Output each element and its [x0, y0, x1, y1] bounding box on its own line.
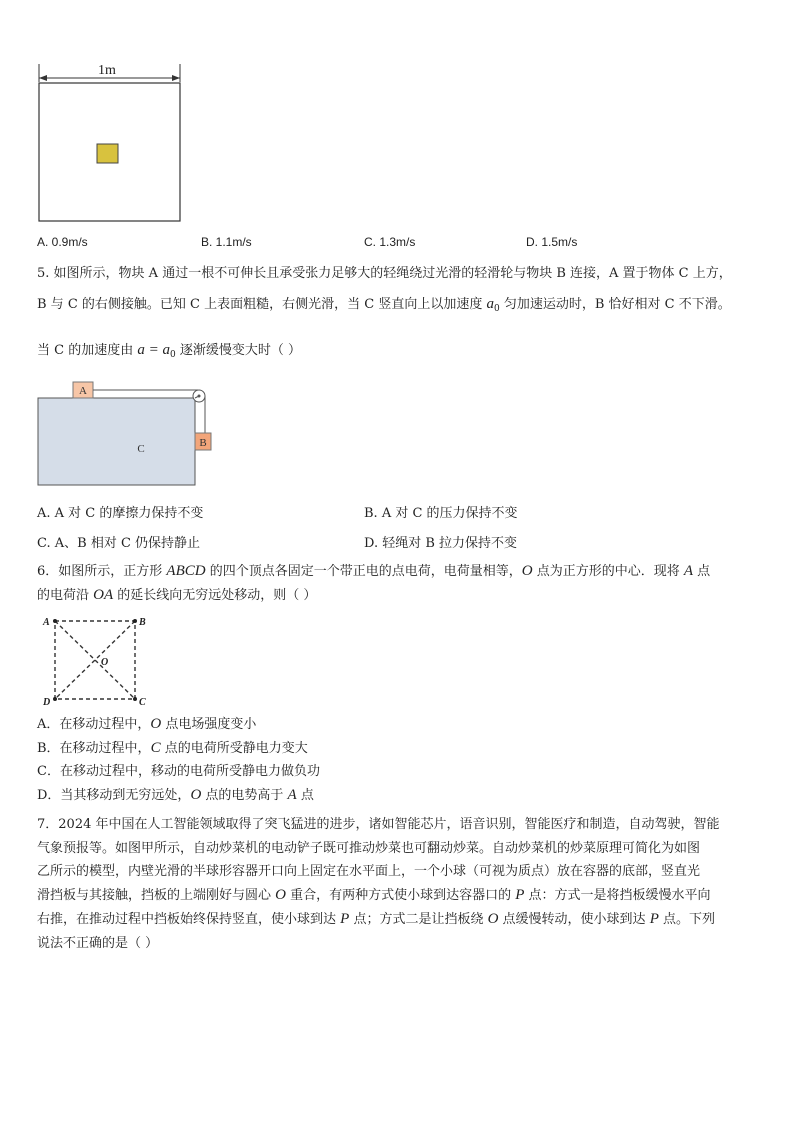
label-b: B: [139, 617, 146, 628]
q7-line-2: 气象预报等。如图甲所示，自动炒菜机的电动铲子既可推动炒菜也可翻动炒菜。自动炒菜机的炒菜原理可简化为如图: [37, 840, 701, 856]
q7-line-1: 7．2024 年中国在人工智能领域取得了突飞猛进的进步，诸如智能芯片，语音识别，智能医疗和制造，自动驾驶，智能: [37, 817, 720, 832]
q5-option-d: D. 轻绳对 B 拉力保持不变: [364, 536, 518, 551]
q6-line-1: 6．如图所示，正方形 ABCD 的四个顶点各固定一个带正电的点电荷，电荷量相等，O 点为正方形的中心．现将 A 点: [37, 563, 711, 579]
q5-option-b: B. A 对 C 的压力保持不变: [364, 506, 518, 521]
q4-option-a: A. 0.9m/s: [37, 235, 88, 249]
block-c: [38, 398, 195, 485]
dimension-arrow-left: [39, 75, 47, 81]
q6-option-a: A．在移动过程中，O 点电场强度变小: [37, 716, 257, 732]
q5-line-3: 当 C 的加速度由 $a = a_0$ 逐渐缓慢变大时（ ）: [37, 342, 301, 360]
q4-option-b: B. 1.1m/s: [201, 235, 252, 249]
q5-line-1: 5. 如图所示，物块 A 通过一根不可伸长且承受张力足够大的轻绳绕过光滑的轻滑轮与物块 B 连接，A 置于物体 C 上方，: [37, 266, 732, 281]
q6-stem: [37, 560, 710, 607]
q5-line-2: B 与 C 的右侧接触。已知 C 上表面粗糙，右侧光滑，当 C 竖直向上以加速度 $a_0$ 匀加速运动时，B 恰好相对 C 不下滑。: [37, 296, 731, 314]
charge-d: [53, 697, 57, 701]
q6-line-2: 的电荷沿 OA 的延长线向无穷远处移动，则（ ）: [37, 586, 317, 603]
q5-figure: [36, 378, 216, 488]
small-block: [97, 144, 118, 163]
q5-stem: [37, 258, 732, 371]
block-b-label: B: [199, 437, 207, 449]
label-c: C: [139, 697, 146, 708]
q6-options: [37, 713, 320, 808]
q7-line-6: 说法不正确的是（ ）: [37, 935, 159, 951]
q7-stem: [37, 813, 720, 955]
q4-option-c: C. 1.3m/s: [364, 235, 416, 249]
q6-option-d: D．当其移动到无穷远处，O 点的电势高于 A 点: [37, 787, 314, 804]
q5-option-a: A. A 对 C 的摩擦力保持不变: [37, 506, 204, 521]
charge-a: [53, 619, 57, 623]
q4-option-d: D. 1.5m/s: [526, 235, 578, 249]
q5-option-c: C. A、B 相对 C 仍保持静止: [37, 536, 201, 551]
block-a-label: A: [79, 385, 87, 397]
q6-option-b: B．在移动过程中，C 点的电荷所受静电力变大: [37, 739, 308, 756]
label-d: D: [43, 697, 51, 708]
q7-line-5: 右推，在推动过程中挡板始终保持竖直，使小球到达 P 点；方式二是让挡板绕 O 点缓慢转动，使小球到达 P 点。下列: [37, 910, 715, 927]
charge-c: [133, 697, 137, 701]
q6-figure: [40, 612, 160, 708]
label-a: A: [43, 617, 50, 628]
q7-line-3: 乙所示的模型，内壁光滑的半球形容器开口向上固定在水平面上，一个小球（可视为质点）放在容器的底部，竖直光: [37, 864, 701, 880]
block-c-label: C: [137, 443, 145, 455]
q4-width-label: 1m: [98, 63, 116, 78]
q6-option-c: C．在移动过程中，移动的电荷所受静电力做负功: [37, 764, 320, 780]
q4-figure: [30, 58, 190, 228]
dimension-arrow-right: [172, 75, 180, 81]
charge-b: [133, 619, 137, 623]
q7-line-4: 滑挡板与其接触，挡板的上端刚好与圆心 O 重合，有两种方式使小球到达容器口的 P 点：方式一是将挡板缓慢水平向: [37, 887, 711, 904]
label-o: O: [101, 657, 109, 668]
